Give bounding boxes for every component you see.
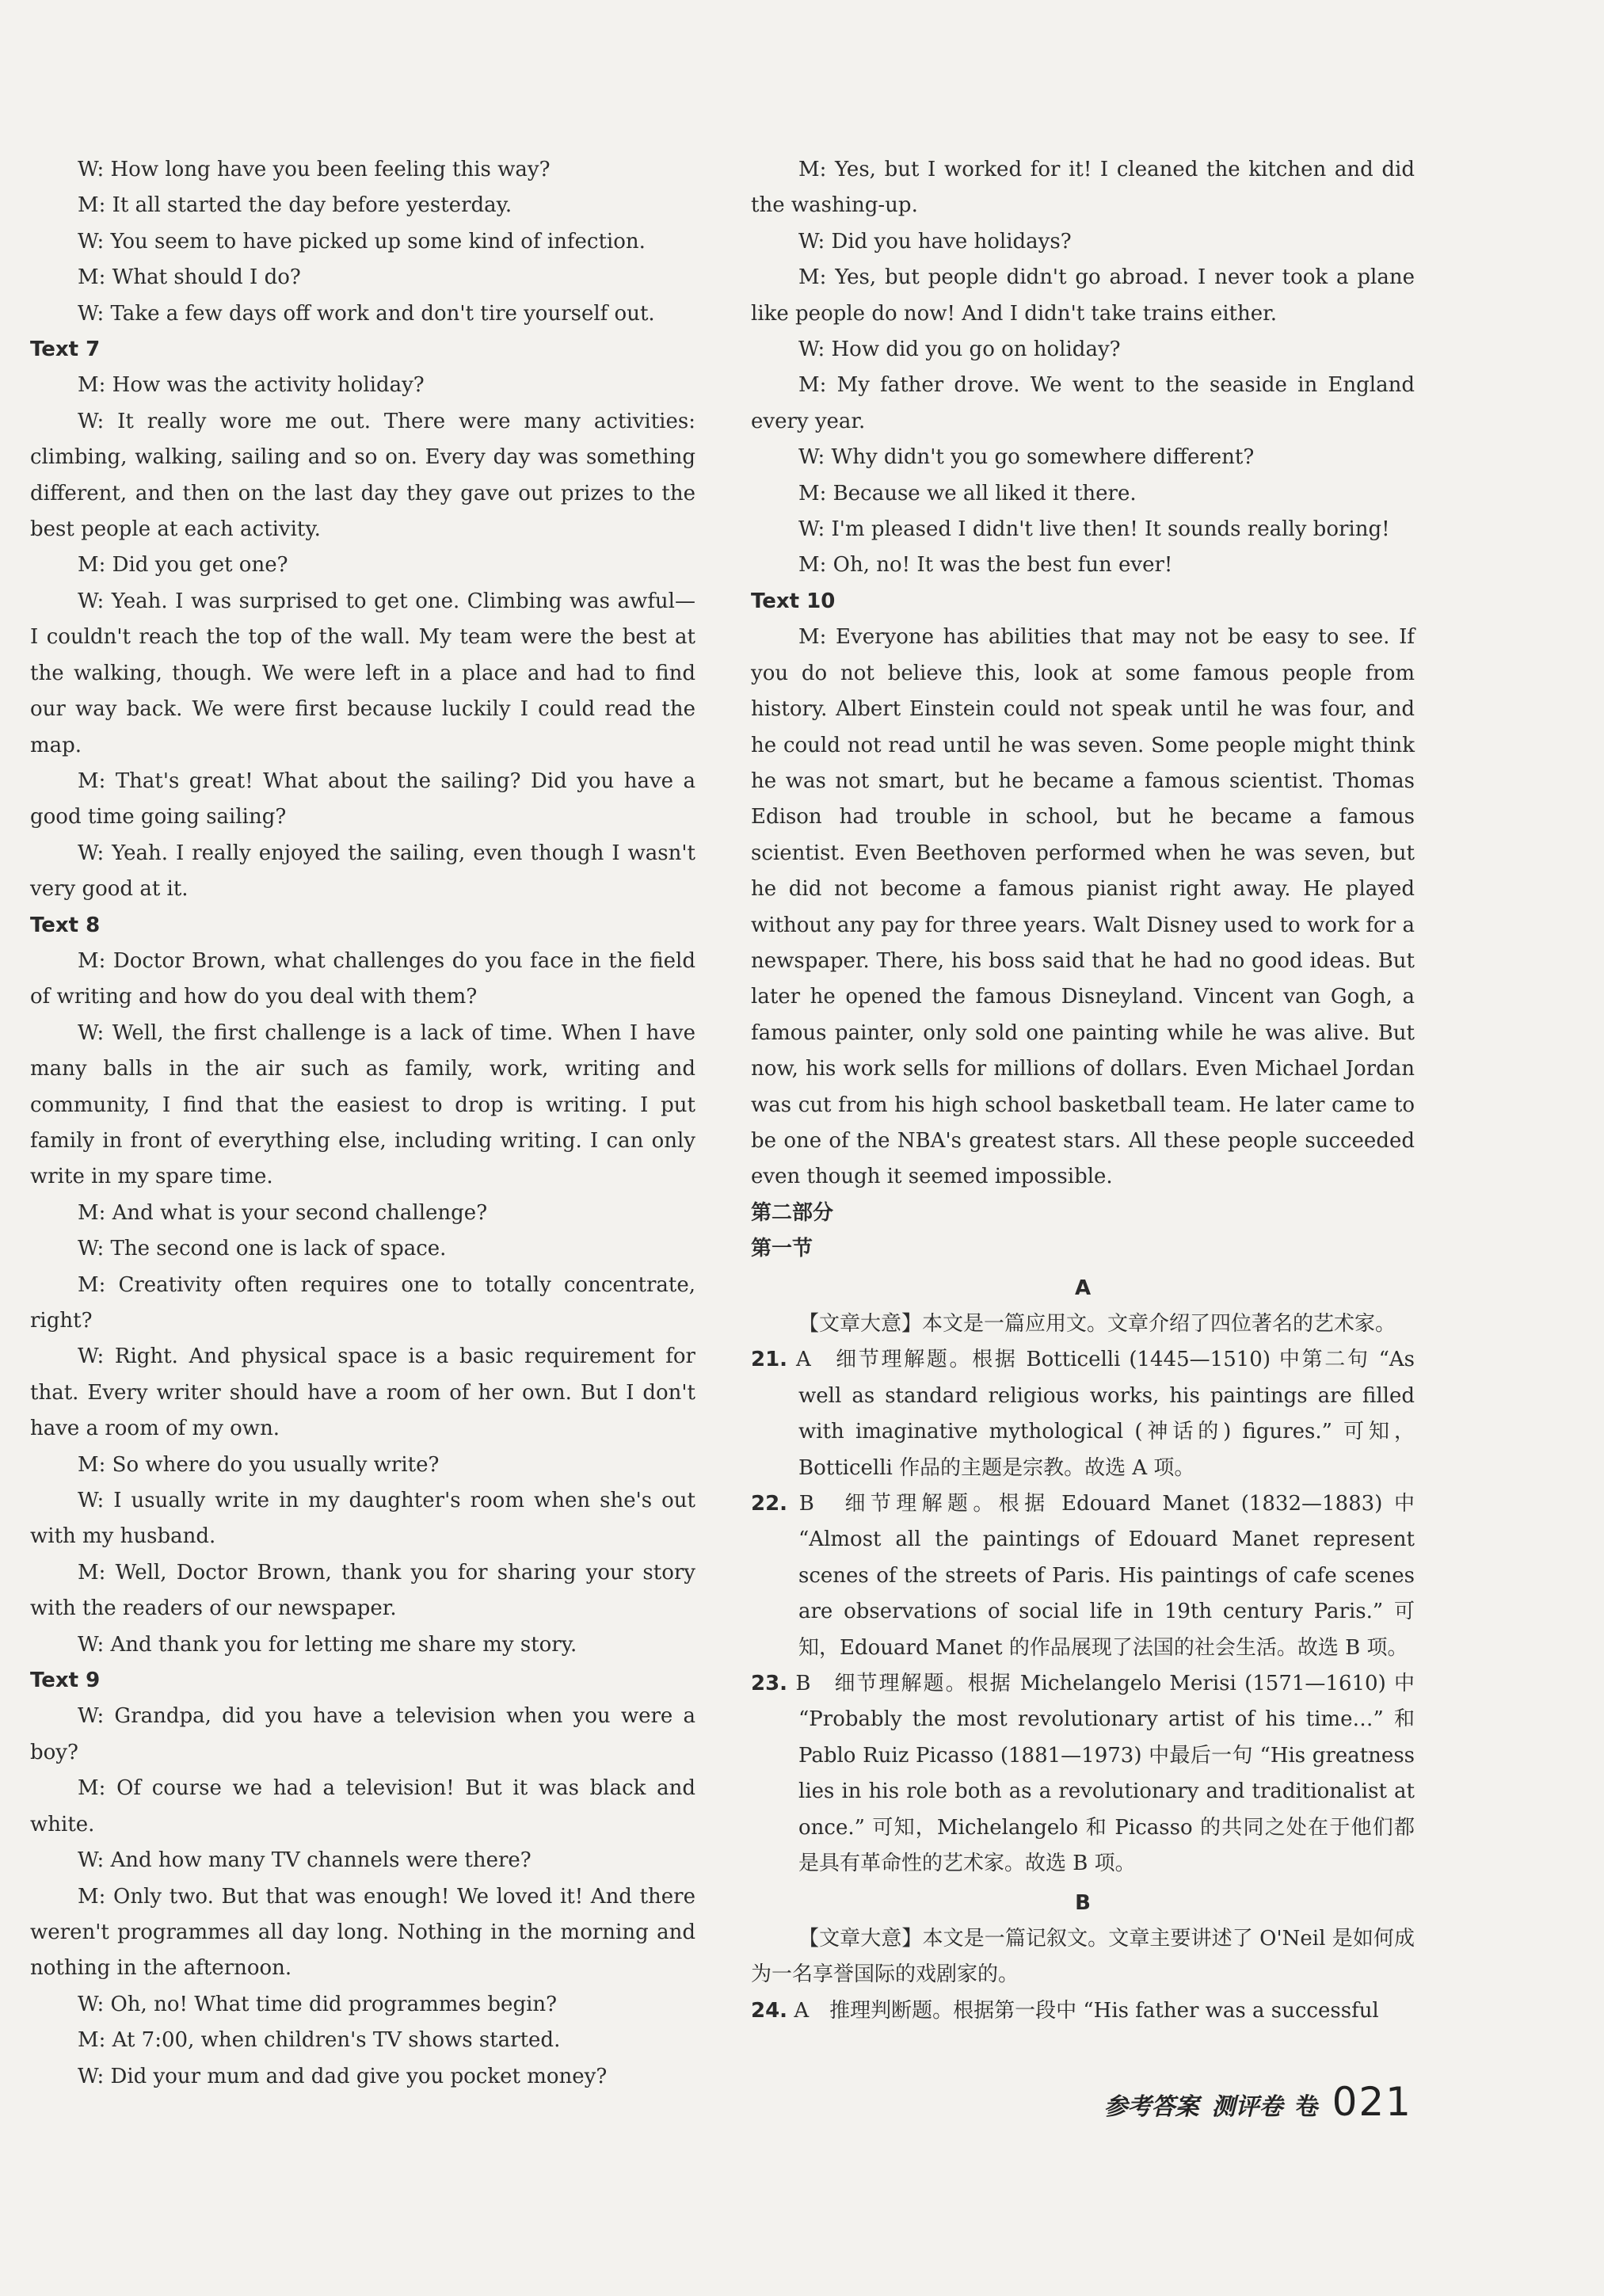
answer-text: B 细节理解题。根据 Michelangelo Merisi (1571—1610) 中 “Probably the most revolutionary artist of his time…” 和 Pablo Ruiz Picasso (1881—1973) 中最后一句 “His greatness lies in his role both as a revolutionary and traditionalist at once.” 可知，Michelangelo 和 Picasso 的共同之处在于他们都是具有革命性的艺术家。故选 B 项。 (795, 1672, 1415, 1876)
paragraph: M: Because we all liked it there. (798, 481, 1137, 505)
paragraph: 【文章大意】本文是一篇应用文。文章介绍了四位著名的艺术家。 (798, 1312, 1396, 1336)
paragraph: W: The second one is lack of space. (78, 1237, 447, 1261)
passage-letter: B (1075, 1890, 1091, 1915)
paragraph: W: Take a few days off work and don't tire yourself out. (78, 301, 655, 326)
paragraph: M: It all started the day before yesterday. (78, 193, 512, 218)
paragraph: W: I'm pleased I didn't live then! It sounds really boring! (798, 517, 1390, 542)
footer-volume-label: 卷 (1295, 2093, 1320, 2121)
paragraph: M: Creativity often requires one to totally concentrate, right? (30, 1272, 695, 1333)
section-heading: Text 9 (30, 1669, 101, 1693)
paragraph: M: Doctor Brown, what challenges do you face in the field of writing and how do you deal with them? (30, 948, 695, 1009)
answer-text: A 细节理解题。根据 Botticelli (1445—1510) 中第二句 “As well as standard religious works, his paintings are filled with imaginative mythological (神话的) figures.” 可知，Botticelli 作品的主题是宗教。故选 A 项。 (796, 1348, 1415, 1480)
paragraph: W: You seem to have picked up some kind of infection. (78, 229, 646, 254)
paragraph: W: Right. And physical space is a basic requirement for that. Every writer should have a room of her own. But I don't have a room of my own. (30, 1344, 695, 1441)
paragraph: W: Did you have holidays? (798, 229, 1072, 254)
paragraph: M: Yes, but I worked for it! I cleaned the kitchen and did the washing-up. (751, 158, 1415, 218)
page-number: 021 (1332, 2079, 1412, 2125)
paragraph: M: Did you get one? (78, 553, 288, 578)
paragraph: W: And thank you for letting me share my story. (78, 1632, 577, 1657)
paragraph: W: And how many TV channels were there? (78, 1848, 531, 1873)
section-heading: Text 8 (30, 913, 101, 937)
paragraph: W: Did your mum and dad give you pocket money? (78, 2064, 608, 2088)
left-column (30, 152, 695, 2095)
paragraph: M: That's great! What about the sailing? Did you have a good time going sailing? (30, 769, 695, 830)
question-number: 22. (751, 1492, 788, 1516)
answer-text: B 细节理解题。根据 Edouard Manet (1832—1883) 中 “Almost all the paintings of Edouard Manet represent scenes of the streets of Paris. His paintings of cafe scenes are observations of social life in 19th century Paris.” 可知，Edouard Manet 的作品展现了法国的社会生活。故选 B 项。 (798, 1492, 1415, 1660)
paragraph: W: How long have you been feeling this way? (78, 158, 551, 181)
section-heading: Text 10 (751, 589, 836, 613)
paragraph: M: So where do you usually write? (78, 1452, 440, 1477)
paragraph: M: What should I do? (78, 265, 301, 290)
question-number: 24. (751, 1998, 788, 2023)
section-heading: 第一节 (751, 1237, 813, 1261)
paragraph: 【文章大意】本文是一篇记叙文。文章主要讲述了 O'Neil 是如何成为一名享誉国际的戏剧家的。 (751, 1926, 1415, 1987)
paragraph: W: Yeah. I really enjoyed the sailing, even though I wasn't very good at it. (30, 841, 695, 902)
paragraph: W: How did you go on holiday? (798, 338, 1121, 362)
paragraph: M: Well, Doctor Brown, thank you for sharing your story with the readers of our newspaper. (30, 1560, 695, 1621)
answer-item (751, 1666, 1415, 1882)
paragraph: M: Oh, no! It was the best fun ever! (798, 553, 1173, 578)
paragraph: M: Yes, but people didn't go abroad. I never took a plane like people do now! And I didn't take trains either. (751, 265, 1415, 326)
footer-answers-label: 参考答案 (1103, 2093, 1199, 2121)
answer-item (751, 1486, 1415, 1666)
page-footer (1103, 2079, 1412, 2125)
section-heading: 第二部分 (751, 1200, 834, 1225)
footer-test-label: 测评卷 (1211, 2093, 1283, 2121)
paragraph: M: How was the activity holiday? (78, 373, 425, 398)
answer-text: A 推理判断题。根据第一段中 “His father was a successful (794, 1998, 1379, 2023)
paragraph: W: Why didn't you go somewhere different? (798, 445, 1255, 470)
paragraph: M: Only two. But that was enough! We loved it! And there weren't programmes all day long. Nothing in the morning and nothing in the afternoon. (30, 1884, 695, 1981)
passage-letter: A (1074, 1276, 1092, 1300)
paragraph: M: My father drove. We went to the seaside in England every year. (751, 373, 1415, 433)
paragraph: M: Everyone has abilities that may not be easy to see. If you do not believe this, look at some famous people from history. Albert Einstein could not speak until he was four, and he could not read until he was seven. Some people might think he was not smart, but he became a famous scientist. Thomas Edison had trouble in school, but he became a famous scientist. Even Beethoven performed when he was seven, but he did not become a famous pianist right away. He played without any pay for three years. Walt Disney used to work for a newspaper. There, his boss said that he had no good ideas. But later he opened the famous Disneyland. Vincent van Gogh, a famous painter, only sold one painting while he was alive. But now, his work sells for millions of dollars. Even Michael Jordan was cut from his high school basketball team. He later came to be one of the NBA's greatest stars. All these people succeeded even though it seemed impossible. (751, 625, 1415, 1189)
paragraph: W: Oh, no! What time did programmes begin? (78, 1992, 558, 2016)
answer-item (751, 1342, 1415, 1486)
paragraph: W: Yeah. I was surprised to get one. Climbing was awful— I couldn't reach the top of the wall. My team were the best at the walking, though. We were left in a place and had to find our way back. We were first because luckily I could read the map. (30, 589, 695, 757)
right-column (751, 152, 1415, 2029)
paragraph: M: At 7:00, when children's TV shows started. (78, 2028, 561, 2053)
section-heading: Text 7 (30, 338, 101, 362)
paragraph: W: I usually write in my daughter's room when she's out with my husband. (30, 1489, 695, 1549)
paragraph: M: And what is your second challenge? (78, 1200, 488, 1225)
question-number: 21. (751, 1348, 788, 1372)
question-number: 23. (751, 1672, 788, 1696)
paragraph: W: Well, the first challenge is a lack of time. When I have many balls in the air such as family, work, writing and community, I find that the easiest to drop is writing. I put family in front of everything else, including writing. I can only write in my spare time. (30, 1020, 695, 1189)
paragraph: M: Of course we had a television! But it was black and white. (30, 1776, 695, 1836)
paragraph: W: Grandpa, did you have a television when you were a boy? (30, 1704, 695, 1764)
paragraph: W: It really wore me out. There were many activities: climbing, walking, sailing and so on. Every day was something different, and then on the last day they gave out prizes to the best people at each activity. (30, 409, 695, 542)
answer-item (751, 1993, 1415, 2029)
